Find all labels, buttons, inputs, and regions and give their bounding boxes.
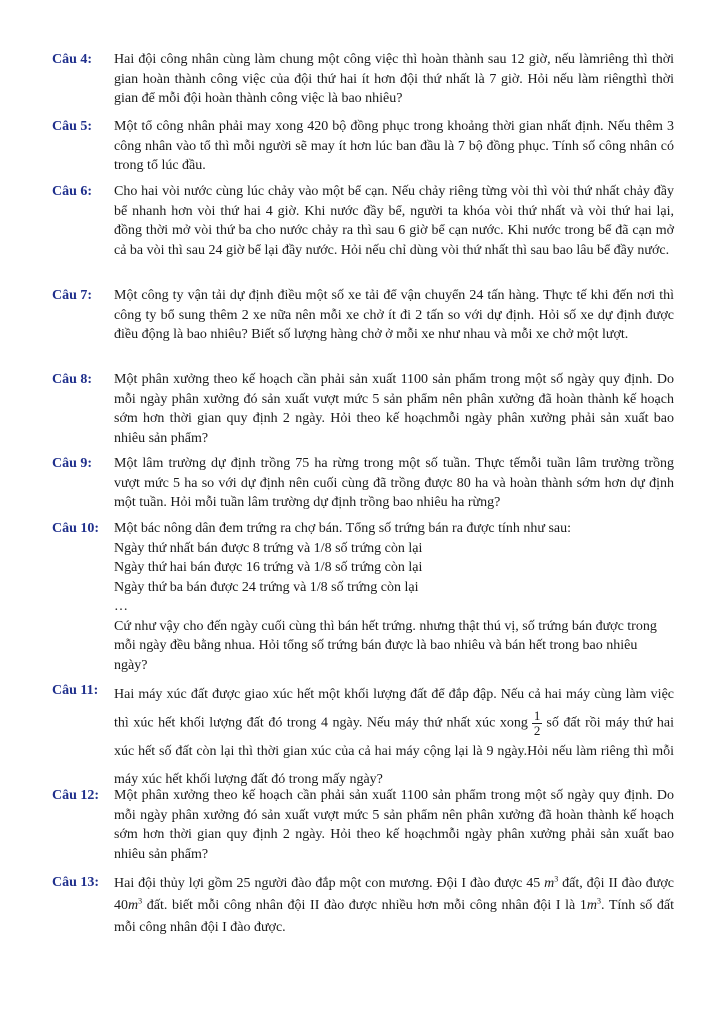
question-text-part: số đất rồi máy thứ hai xúc hết số đất còn lại thì thời gian xúc của cả hai máy cộng lại là 9 ngày.Hỏi nếu làm riêng thì mỗi máy xúc hết khối lượng đất đó trong mấy ngày? [114,715,674,787]
value-40: 40 [114,898,128,913]
question-line: Ngày thứ nhất bán được 8 trứng và 1/8 số trứng còn lại [114,540,423,556]
question-5 [52,117,674,176]
question-4 [52,50,674,109]
question-12 [52,786,674,864]
question-13 [52,873,674,939]
question-text: Một tổ công nhân phải may xong 420 bộ đồng phục trong khoảng thời gian nhất định. Nếu thêm 3 công nhân vào tổ thì mỗi người sẽ may ít hơn lúc ban đầu là 7 bộ đồng phục. Tính số công nhân có trong tổ lúc đầu. [114,119,674,173]
question-line: … [114,599,128,614]
fraction-numerator: 1 [533,708,541,723]
question-8 [52,370,674,448]
question-text [114,519,674,675]
question-text-part: . [600,898,605,913]
value-1: 1 [579,898,587,913]
question-label: Câu 6: [52,184,93,199]
unit-m: m [128,898,139,913]
question-10 [52,519,674,675]
question-label: Câu 4: [52,52,93,67]
unit-exponent: 3 [554,874,559,884]
question-text: Một phân xưởng theo kế hoạch cần phải sản xuất 1100 sản phẩm trong một số ngày quy định. Do mỗi ngày phân xưởng đó sản xuất vượt mức 5 sản phẩm nên phân xưởng đã hoàn thành kế hoạch sớm hơn thời gian quy định 2 ngày. Hỏi theo kế hoạchmỗi ngày phân xưởng phải sản xuất bao nhiêu sản phẩm? [114,372,674,446]
question-7 [52,286,674,345]
unit-exponent: 3 [596,896,601,906]
unit-m: m [544,876,555,891]
question-6 [52,182,674,260]
question-11 [52,681,674,794]
question-label: Câu 10: [52,521,100,536]
fraction-denominator: 2 [533,723,541,738]
question-text-part: Hai đội thủy lợi gồm 25 người đào đắp một con mương. Đội I đào được 45 [114,876,541,891]
question-label: Câu 11: [52,683,99,698]
question-line: Ngày thứ hai bán được 16 trứng và 1/8 số trứng còn lại [114,560,423,575]
question-label: Câu 7: [52,288,93,303]
question-9 [52,454,674,513]
question-text-part: Hai máy xúc đất được giao xúc hết một khối lượng đất để đắp đập. Nếu cả hai máy cùng làm việc thì xúc hết khối lượng đất đó trong 4 ngày. Nếu máy thứ nhất xúc xong [114,687,674,731]
unit-exponent: 3 [138,896,143,906]
question-label: Câu 5: [52,119,93,134]
question-text-part: đất. biết mỗi công nhân đội II đào được nhiều hơn mỗi công nhân đội I là [146,898,576,913]
fraction [532,709,543,738]
question-label: Câu 12: [52,788,100,803]
question-text: Một lâm trường dự định trồng 75 ha rừng trong một số tuần. Thực tếmỗi tuần lâm trường trồng vượt mức 5 ha so với dự định nên cuối cùng đã trồng được 80 ha và hoàn thành sớm hơn dự định một tuần. Hỏi mỗi tuần lâm trường dự định trồng bao nhiêu ha rừng? [114,456,674,510]
question-label: Câu 13: [52,875,100,890]
question-text: Cho hai vòi nước cùng lúc chảy vào một bể cạn. Nếu chảy riêng từng vòi thì vòi thứ nhất chảy đầy bể nhanh hơn vòi thứ hai 4 giờ. Khi nước đầy bể, người ta khóa vòi thứ nhất và vòi thứ hai lại, đồng thời mở vòi thứ ba cho nước chảy ra thì sau 6 giờ bể cạn nước. Khi nước trong bể đã cạn mở cả ba vòi thì sau 24 giờ bể lại đầy nước. Hỏi nếu chỉ dùng vòi thứ nhất thì sau bao lâu bể đầy nước. [114,184,674,258]
question-line: Một bác nông dân đem trứng ra chợ bán. Tổng số trứng bán ra được tính như sau: [114,521,572,536]
question-text [114,873,674,939]
question-text: Hai đội công nhân cùng làm chung một công việc thì hoàn thành sau 12 giờ, nếu làmriêng thì thời gian hoàn thành công việc của đội thứ hai ít hơn đội thứ nhất là 7 giờ. Hỏi nếu làm riêngthì thời gian để mỗi đội hoàn thành công việc là bao nhiêu? [114,52,674,106]
question-text [114,681,674,794]
question-label: Câu 9: [52,456,93,471]
question-text-part: đất, đội II đào được [562,876,674,891]
question-text-part: Tính số đất mỗi công nhân đội I đào được. [114,898,675,935]
question-line: Ngày thứ ba bán được 24 trứng và 1/8 số trứng còn lại [114,579,419,595]
question-text: Một phân xưởng theo kế hoạch cần phải sản xuất 1100 sản phẩm trong một số ngày quy định. Do mỗi ngày phân xưởng đó sản xuất vượt mức 5 sản phẩm nên phân xưởng đã hoàn thành kế hoạch sớm hơn thời gian quy định 2 ngày. Hỏi theo kế hoạchmỗi ngày phân xưởng phải sản xuất bao nhiêu sản phẩm? [114,788,674,862]
question-closing: Cứ như vậy cho đến ngày cuối cùng thì bán hết trứng. nhưng thật thú vị, số trứng bán được trong mỗi ngày đều bằng nhua. Hỏi tổng số trứng bán được là bao nhiêu và bán hết trong bao nhiêu ngày? [114,618,657,673]
unit-m: m [586,898,597,913]
question-text: Một công ty vận tải dự định điều một số xe tải để vận chuyển 24 tấn hàng. Thực tế khi đến nơi thì công ty bổ sung thêm 2 xe nữa nên mỗi xe chở ít đi 2 tấn so với dự định. Hỏi số xe dự định được điều động là bao nhiêu? Biết số lượng hàng chở ở mỗi xe như nhau và mỗi xe chở một lượt. [114,288,674,342]
question-label: Câu 8: [52,372,93,387]
